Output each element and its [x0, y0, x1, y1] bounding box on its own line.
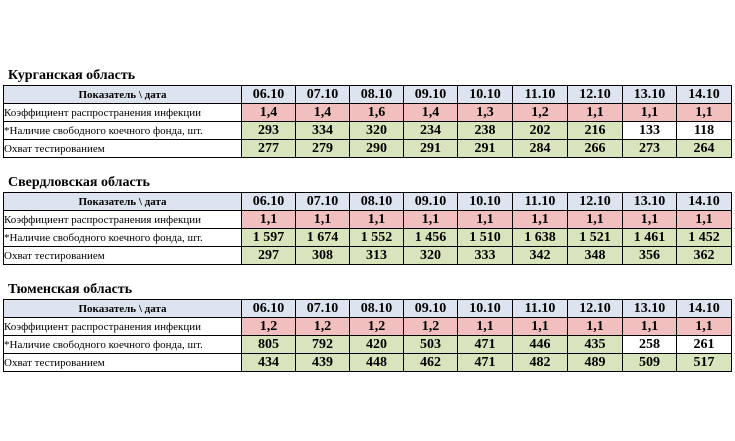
data-cell: 1,4 [296, 104, 350, 122]
date-cell: 07.10 [296, 86, 350, 104]
date-cell: 10.10 [458, 300, 513, 318]
data-cell: 1,1 [458, 211, 513, 229]
data-cell: 234 [404, 122, 458, 140]
date-cell: 11.10 [513, 193, 568, 211]
date-cell: 06.10 [242, 86, 296, 104]
data-cell: 320 [350, 122, 404, 140]
data-cell: 1,1 [677, 318, 732, 336]
data-cell: 1 521 [568, 229, 623, 247]
data-cell: 1,1 [623, 104, 677, 122]
row-label: Охват тестированием [4, 354, 242, 372]
date-cell: 09.10 [404, 86, 458, 104]
region-block-sverdlovsk [3, 175, 732, 265]
data-cell: 1 552 [350, 229, 404, 247]
beds-row [4, 122, 732, 140]
data-cell: 291 [404, 140, 458, 158]
header-row [4, 300, 732, 318]
data-cell: 308 [296, 247, 350, 265]
region-title: Свердловская область [8, 175, 150, 190]
data-cell: 1 456 [404, 229, 458, 247]
region-table [3, 299, 732, 372]
data-cell: 448 [350, 354, 404, 372]
region-block-tyumen [3, 282, 732, 372]
header-label-cell: Показатель \ дата [4, 86, 242, 104]
data-cell: 1,1 [677, 211, 732, 229]
row-label: *Наличие свободного коечного фонда, шт. [4, 336, 242, 354]
date-cell: 14.10 [677, 300, 732, 318]
data-cell: 1,4 [404, 104, 458, 122]
data-cell: 279 [296, 140, 350, 158]
date-cell: 08.10 [350, 86, 404, 104]
date-cell: 07.10 [296, 300, 350, 318]
data-cell: 1 638 [513, 229, 568, 247]
data-cell: 1,1 [350, 211, 404, 229]
date-cell: 08.10 [350, 300, 404, 318]
date-cell: 14.10 [677, 86, 732, 104]
date-cell: 07.10 [296, 193, 350, 211]
header-row [4, 193, 732, 211]
date-cell: 14.10 [677, 193, 732, 211]
data-cell: 1 510 [458, 229, 513, 247]
data-cell: 1,1 [242, 211, 296, 229]
region-title: Тюменская область [8, 282, 133, 297]
data-cell: 509 [623, 354, 677, 372]
region-title: Курганская область [8, 68, 136, 83]
data-cell: 264 [677, 140, 732, 158]
region-table [3, 192, 732, 265]
data-cell: 333 [458, 247, 513, 265]
data-cell: 1 452 [677, 229, 732, 247]
coefficient-row [4, 211, 732, 229]
date-cell: 12.10 [568, 86, 623, 104]
data-cell: 471 [458, 354, 513, 372]
data-cell: 462 [404, 354, 458, 372]
data-cell: 133 [623, 122, 677, 140]
data-cell: 439 [296, 354, 350, 372]
date-cell: 13.10 [623, 193, 677, 211]
data-cell: 342 [513, 247, 568, 265]
date-cell: 11.10 [513, 300, 568, 318]
data-cell: 277 [242, 140, 296, 158]
data-cell: 1,2 [242, 318, 296, 336]
data-cell: 284 [513, 140, 568, 158]
data-cell: 471 [458, 336, 513, 354]
data-cell: 1,1 [623, 318, 677, 336]
date-cell: 06.10 [242, 193, 296, 211]
date-cell: 06.10 [242, 300, 296, 318]
date-cell: 13.10 [623, 86, 677, 104]
data-cell: 290 [350, 140, 404, 158]
date-cell: 08.10 [350, 193, 404, 211]
date-cell: 12.10 [568, 193, 623, 211]
header-label-cell: Показатель \ дата [4, 193, 242, 211]
data-cell: 1 597 [242, 229, 296, 247]
data-cell: 1 674 [296, 229, 350, 247]
testing-row [4, 354, 732, 372]
data-cell: 297 [242, 247, 296, 265]
date-cell: 10.10 [458, 193, 513, 211]
data-cell: 1,1 [568, 211, 623, 229]
row-label: *Наличие свободного коечного фонда, шт. [4, 229, 242, 247]
data-cell: 273 [623, 140, 677, 158]
data-cell: 362 [677, 247, 732, 265]
beds-row [4, 229, 732, 247]
data-cell: 503 [404, 336, 458, 354]
date-cell: 09.10 [404, 300, 458, 318]
testing-row [4, 140, 732, 158]
data-cell: 482 [513, 354, 568, 372]
header-label-cell: Показатель \ дата [4, 300, 242, 318]
data-cell: 216 [568, 122, 623, 140]
data-cell: 1,1 [513, 318, 568, 336]
row-label: Коэффициент распространения инфекции [4, 211, 242, 229]
data-cell: 489 [568, 354, 623, 372]
data-cell: 1,1 [623, 211, 677, 229]
row-label: Охват тестированием [4, 140, 242, 158]
data-cell: 266 [568, 140, 623, 158]
data-cell: 1,1 [296, 211, 350, 229]
data-cell: 1,1 [568, 104, 623, 122]
data-cell: 1,6 [350, 104, 404, 122]
data-cell: 356 [623, 247, 677, 265]
data-cell: 446 [513, 336, 568, 354]
data-cell: 348 [568, 247, 623, 265]
data-cell: 434 [242, 354, 296, 372]
row-label: Охват тестированием [4, 247, 242, 265]
data-cell: 1,1 [677, 104, 732, 122]
data-cell: 792 [296, 336, 350, 354]
data-cell: 291 [458, 140, 513, 158]
region-table [3, 85, 732, 158]
data-cell: 261 [677, 336, 732, 354]
data-cell: 202 [513, 122, 568, 140]
data-cell: 258 [623, 336, 677, 354]
data-cell: 334 [296, 122, 350, 140]
data-cell: 805 [242, 336, 296, 354]
data-cell: 1,2 [404, 318, 458, 336]
data-cell: 293 [242, 122, 296, 140]
data-cell: 1,4 [242, 104, 296, 122]
data-cell: 313 [350, 247, 404, 265]
row-label: Коэффициент распространения инфекции [4, 318, 242, 336]
coefficient-row [4, 318, 732, 336]
date-cell: 09.10 [404, 193, 458, 211]
data-cell: 1,2 [350, 318, 404, 336]
data-cell: 1,1 [404, 211, 458, 229]
data-cell: 1,1 [513, 211, 568, 229]
beds-row [4, 336, 732, 354]
data-cell: 1 461 [623, 229, 677, 247]
date-cell: 10.10 [458, 86, 513, 104]
date-cell: 13.10 [623, 300, 677, 318]
data-cell: 420 [350, 336, 404, 354]
data-cell: 1,2 [296, 318, 350, 336]
region-block-kurgan [3, 68, 732, 158]
header-row [4, 86, 732, 104]
data-cell: 118 [677, 122, 732, 140]
data-cell: 320 [404, 247, 458, 265]
date-cell: 11.10 [513, 86, 568, 104]
coefficient-row [4, 104, 732, 122]
data-cell: 1,2 [513, 104, 568, 122]
data-cell: 1,1 [568, 318, 623, 336]
data-cell: 1,1 [458, 318, 513, 336]
data-cell: 238 [458, 122, 513, 140]
data-cell: 435 [568, 336, 623, 354]
date-cell: 12.10 [568, 300, 623, 318]
testing-row [4, 247, 732, 265]
data-cell: 517 [677, 354, 732, 372]
row-label: *Наличие свободного коечного фонда, шт. [4, 122, 242, 140]
data-cell: 1,3 [458, 104, 513, 122]
row-label: Коэффициент распространения инфекции [4, 104, 242, 122]
